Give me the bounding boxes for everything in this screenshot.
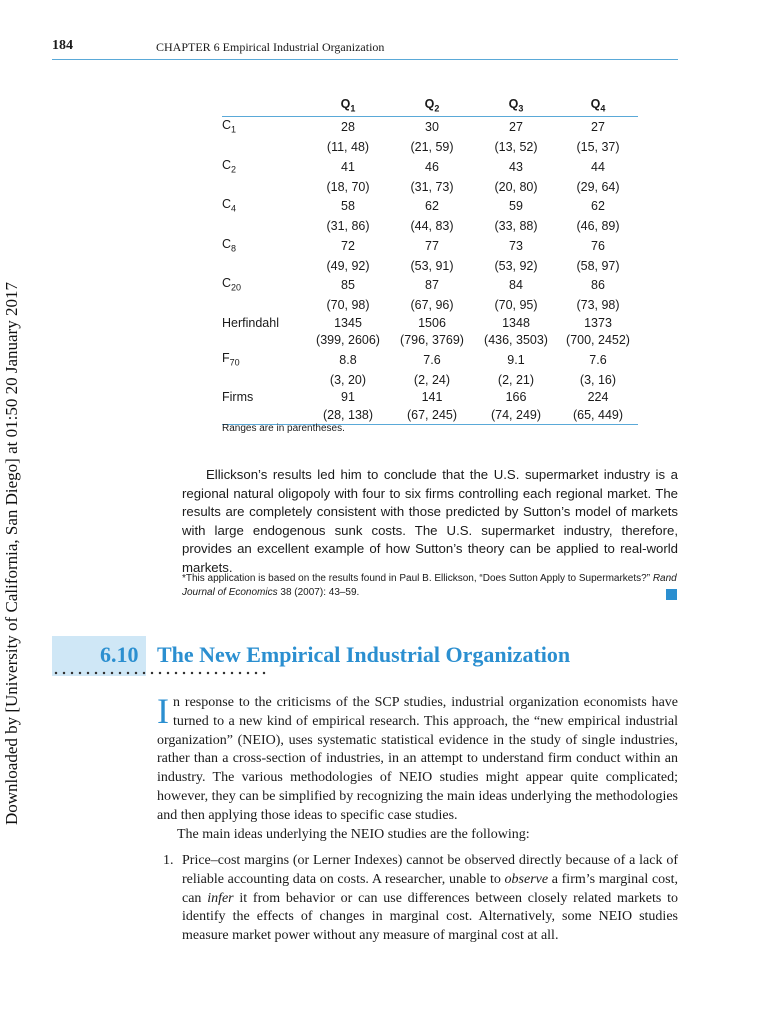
value-cell: 1348: [502, 315, 530, 330]
value-cell: 224: [587, 390, 609, 404]
value-cell: 44: [591, 159, 605, 174]
value-cell: 76: [591, 238, 605, 253]
column-header: $Q_4$: [590, 96, 606, 114]
value-cell: 28: [341, 120, 355, 135]
range-cell: (65, 449): [572, 407, 624, 422]
table-row: [222, 350, 638, 372]
value-cell: 8.8: [339, 352, 357, 367]
table-range-row: [222, 139, 638, 157]
section-title: The New Empirical Industrial Organization: [157, 642, 571, 667]
range-cell: (73, 98): [576, 298, 620, 312]
table-range-row: [222, 218, 638, 236]
table-row: [222, 196, 638, 218]
body-paragraph-1-text: n response to the criticisms of the SCP studies, industrial organization economists have turned to a new kind of empirical research. This approach, the “new empirical industrial organization” (NEIO), uses systematic statistical evidence in the study of single industries, rather than a cross-section of industries, in an attempt to understand firm conduct within an industry. The various methodologies of NEIO studies might appear quite complicated; however, they can be simplified by recognizing the main ideas underlying the methodologies and then applying those ideas to specific case studies.: [157, 695, 678, 823]
value-cell: 86: [591, 278, 605, 293]
table-note: Ranges are in parentheses.: [222, 423, 345, 434]
row-label-empty: [222, 372, 306, 390]
row-label: $C_{20}$: [222, 276, 242, 293]
application-paragraph: Ellickson’s results led him to conclude that the U.S. supermarket industry is a regional natural oligopoly with four to six firms controlling each regional market. The results are completely consistent with those predicted by Sutton’s model of markets with large endogenous sunk costs. The U.S. supermarket industry, therefore, provides an excellent example of how Sutton’s theory can be applied to real-world markets.: [182, 467, 678, 575]
body-paragraph-1: [157, 691, 678, 826]
value-cell: 1345: [334, 315, 362, 330]
row-label-empty: [222, 407, 306, 425]
table-header-row: [222, 94, 638, 117]
value-cell: 87: [425, 278, 439, 293]
footnote-citation: 38 (2007): 43–59.: [277, 587, 360, 598]
value-cell: 27: [591, 120, 605, 135]
value-cell: 62: [591, 199, 605, 214]
range-cell: (796, 3769): [400, 333, 464, 347]
range-cell: (29, 64): [576, 179, 620, 194]
value-cell: 1506: [418, 315, 446, 330]
body-paragraph-2: The main ideas underlying the NEIO studies are the following:: [177, 826, 530, 842]
table-range-row: [222, 407, 638, 425]
table-row: [222, 275, 638, 297]
table-row: [222, 117, 638, 140]
row-label: $C_8$: [222, 236, 237, 253]
table-row: [222, 157, 638, 179]
column-header: $Q_1$: [340, 96, 356, 114]
header-rule: [52, 59, 678, 60]
range-cell: (18, 70): [326, 179, 370, 194]
table-body: [222, 117, 638, 425]
range-cell: (33, 88): [494, 219, 538, 233]
concentration-table: [222, 94, 638, 425]
value-cell: 62: [425, 199, 439, 214]
column-header: $Q_3$: [508, 96, 524, 114]
table-range-row: [222, 179, 638, 197]
footnote-journal: Rand Journal of Economics: [182, 573, 677, 598]
row-label-empty: [222, 332, 306, 350]
range-cell: (67, 245): [406, 407, 458, 422]
value-cell: 43: [509, 159, 523, 174]
range-cell: (20, 80): [494, 179, 538, 194]
list-item-text: Price–cost margins (or Lerner Indexes) cannot be observed directly because of a lack of reliable accounting data on costs. A researcher, unable to observe a firm’s marginal cost, can infer it from behavior or can use differences between closely related markets to identify the effects of changes in marginal cost. Alternatively, some NEIO studies measure market power without any measure of marginal cost at all.: [182, 853, 678, 944]
value-cell: 85: [341, 278, 355, 293]
row-label: Herfindahl: [222, 315, 279, 330]
value-cell: 7.6: [423, 352, 441, 367]
section-number: 6.10: [100, 642, 139, 667]
value-cell: 59: [509, 199, 523, 214]
range-cell: (53, 91): [410, 258, 454, 273]
value-cell: 7.6: [589, 352, 607, 367]
value-cell: 77: [425, 238, 439, 253]
range-cell: (49, 92): [326, 258, 370, 273]
range-cell: (74, 249): [490, 407, 542, 422]
range-cell: (3, 16): [579, 372, 617, 387]
row-label: $C_4$: [222, 197, 237, 214]
range-cell: (11, 48): [326, 140, 370, 154]
running-header: [52, 38, 678, 60]
row-label: $C_1$: [222, 118, 237, 135]
table-range-row: [222, 372, 638, 390]
range-cell: (67, 96): [410, 298, 454, 312]
value-cell: 27: [509, 120, 523, 135]
row-label-empty: [222, 218, 306, 236]
row-label-empty: [222, 258, 306, 276]
value-cell: 46: [425, 159, 439, 174]
table-row: [222, 389, 638, 407]
section-dotted-rule: [52, 671, 270, 675]
body-text: [157, 691, 678, 844]
table-corner: [222, 94, 306, 117]
range-cell: (436, 3503): [484, 333, 548, 347]
value-cell: 166: [505, 390, 527, 404]
table-range-row: [222, 297, 638, 315]
range-cell: (70, 95): [494, 298, 538, 312]
value-cell: 9.1: [507, 352, 525, 367]
footnote-text: *This application is based on the results found in Paul B. Ellickson, “Does Sutton Apply to Supermarkets?”: [182, 573, 653, 584]
row-label-empty: [222, 139, 306, 157]
table-range-row: [222, 332, 638, 350]
end-of-application-marker: [666, 589, 677, 600]
column-header: $Q_2$: [424, 96, 440, 114]
stats-table: [222, 94, 638, 425]
table-row: [222, 236, 638, 258]
value-cell: 91: [341, 390, 355, 404]
value-cell: 72: [341, 238, 355, 253]
row-label: $C_2$: [222, 157, 237, 174]
range-cell: (53, 92): [494, 258, 538, 273]
page-number: 184: [52, 38, 73, 53]
table-row: [222, 315, 638, 333]
row-label: Firms: [222, 390, 254, 404]
range-cell: (28, 138): [322, 407, 374, 422]
table-range-row: [222, 258, 638, 276]
row-label-empty: [222, 297, 306, 315]
range-cell: (3, 20): [329, 372, 367, 387]
range-cell: (46, 89): [576, 219, 620, 233]
range-cell: (70, 98): [326, 298, 370, 312]
range-cell: (2, 24): [413, 372, 451, 387]
range-cell: (13, 52): [494, 140, 538, 154]
value-cell: 141: [421, 390, 443, 404]
running-title: CHAPTER 6 Empirical Industrial Organization: [156, 40, 385, 54]
list-item: [157, 852, 678, 946]
value-cell: 58: [341, 199, 355, 214]
range-cell: (31, 86): [326, 219, 370, 233]
application-footnote: [182, 572, 682, 600]
download-watermark: Downloaded by [University of California, San Diego] at 01:50 20 January 2017: [2, 282, 21, 825]
value-cell: 30: [425, 120, 439, 135]
drop-cap: I: [157, 691, 169, 731]
value-cell: 73: [509, 238, 523, 253]
list-item-number: 1.: [163, 853, 174, 868]
row-label-empty: [222, 179, 306, 197]
range-cell: (15, 37): [576, 140, 620, 154]
row-label: $F_{70}$: [222, 350, 240, 367]
range-cell: (2, 21): [497, 372, 535, 387]
value-cell: 84: [509, 278, 523, 293]
range-cell: (21, 59): [410, 140, 454, 154]
range-cell: (44, 83): [410, 219, 454, 233]
range-cell: (31, 73): [410, 179, 454, 194]
value-cell: 1373: [584, 315, 612, 330]
range-cell: (58, 97): [576, 258, 620, 273]
range-cell: (700, 2452): [566, 333, 630, 347]
range-cell: (399, 2606): [316, 333, 380, 347]
value-cell: 41: [341, 159, 355, 174]
